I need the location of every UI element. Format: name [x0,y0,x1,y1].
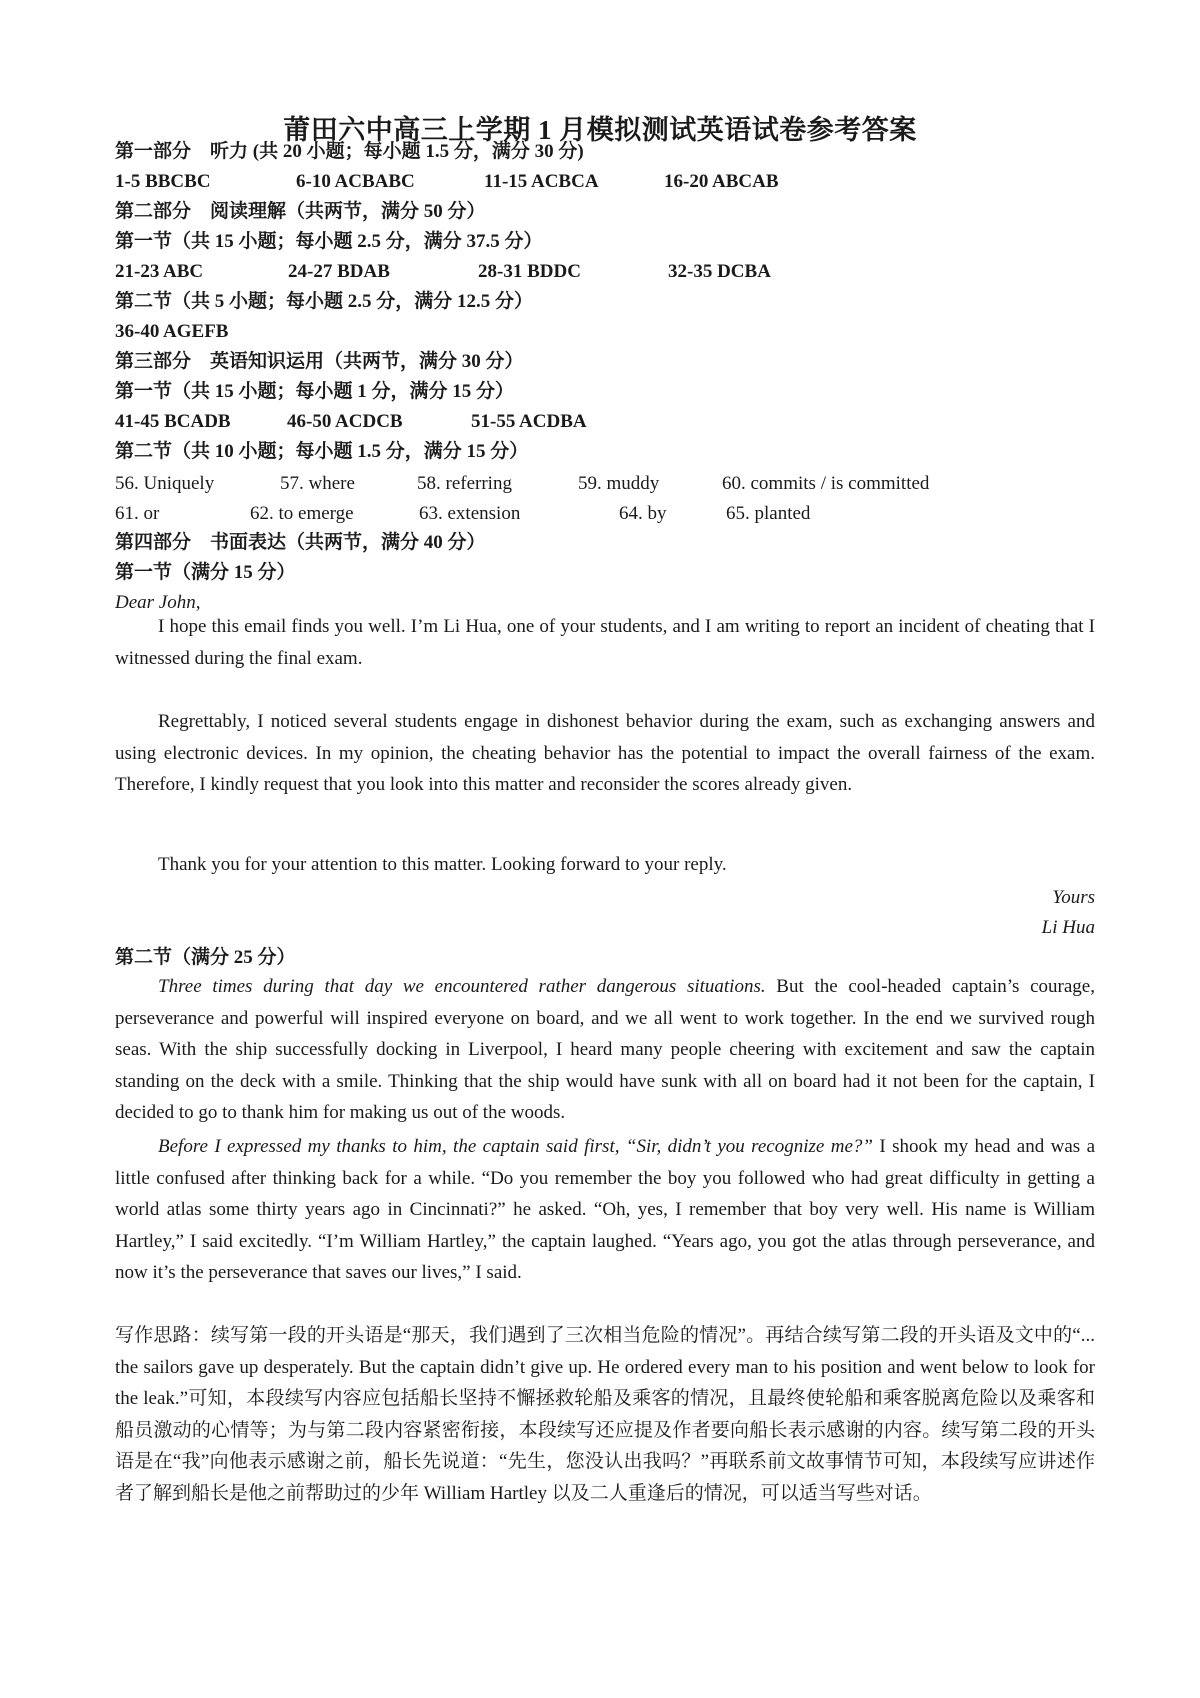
grammar-answer: 56. Uniquely [115,473,215,494]
part3-section1-heading: 第一节（共 15 小题；每小题 1 分，满分 15 分） [115,381,515,402]
answer-group: 28-31 BDDC [478,261,581,282]
answer-group: 36-40 AGEFB [115,321,229,342]
grammar-answer: 61. or [115,503,160,524]
grammar-answer: 60. commits / is committed [722,473,930,494]
part4-section1-heading: 第一节（满分 15 分） [115,562,296,583]
paragraph-opening-sentence: Before I expressed my thanks to him, the captain said first, “Sir, didn’t you recognize me?” [158,1136,873,1157]
page-title: 莆田六中高三上学期 1 月模拟测试英语试卷参考答案 [283,115,917,145]
grammar-answer: 64. by [619,503,667,524]
continuation-paragraph [115,1131,1095,1289]
paragraph-opening-sentence: Three times during that day we encountered rather dangerous situations. [158,976,766,997]
paragraph-body: But the cool-headed captain’s courage, perseverance and powerful will inspired everyone on board, and we all went to work together. In the end we survived rough seas. With the ship successfully docking in Liverpool, I heard many people cheering with excitement and saw the captain standing on the deck with a smile. Thinking that the ship would have sunk with all on board had it not been for the captain, I decided to go to thank him for making us out of the woods. [115,976,1095,1124]
part2-heading: 第二部分 阅读理解（共两节，满分 50 分） [115,201,486,222]
paragraph-body: I shook my head and was a little confused after thinking back for a while. “Do you remember the boy you followed who had great difficulty in getting a world atlas some thirty years ago in Cincinnati?” he asked. “Oh, yes, I remember that boy very well. His name is William Hartley,” I said excitedly. “I’m William Hartley,” the captain laughed. “Years ago, you got the atlas through perseverance, and now it’s the perseverance that saves our lives,” I said. [115,1136,1096,1284]
grammar-answer: 59. muddy [578,473,660,494]
answer-group: 16-20 ABCAB [664,171,779,192]
answer-group: 46-50 ACDCB [287,411,403,432]
answer-group: 41-45 BCADB [115,411,231,432]
letter-paragraph: I hope this email finds you well. I’m Li Hua, one of your students, and I am writing to report an incident of cheating that I witnessed during the final exam. [115,616,1095,669]
continuation-paragraph [115,971,1095,1129]
answer-group: 51-55 ACDBA [471,411,587,432]
answer-group: 24-27 BDAB [288,261,390,282]
grammar-answer: 57. where [280,473,355,494]
grammar-answer: 65. planted [726,503,811,524]
part1-heading: 第一部分 听力 (共 20 小题；每小题 1.5 分，满分 30 分) [115,141,584,162]
part2-section1-heading: 第一节（共 15 小题；每小题 2.5 分，满分 37.5 分） [115,231,543,252]
writing-analysis: 写作思路：续写第一段的开头语是“那天，我们遇到了三次相当危险的情况”。再结合续写第二段的开头语及文中的“... the sailors gave up desperately. But the captain didn’t give up. He ordered every man to his position and went below to look for the leak.”可知，本段续写内容应包括船长坚持不懈拯救轮船及乘客的情况，且最终使轮船和乘客脱离危险以及乘客和船员激动的心情等；为与第二段内容紧密衔接，本段续写还应提及作者要向船长表示感谢的内容。续写第二段的开头语是在“我”向他表示感谢之前，船长先说道：“先生，您没认出我吗？”再联系前文故事情节可知，本段续写应讲述作者了解到船长是他之前帮助过的少年 William Hartley 以及二人重逢后的情况，可以适当写些对话。 [115,1325,1095,1504]
grammar-answer: 58. referring [417,473,512,494]
part4-heading: 第四部分 书面表达（共两节，满分 40 分） [115,532,486,553]
letter-paragraph: Thank you for your attention to this matter. Looking forward to your reply. [158,854,727,875]
answer-group: 11-15 ACBCA [484,171,599,192]
part3-section2-heading: 第二节（共 10 小题；每小题 1.5 分，满分 15 分） [115,441,529,462]
letter-salutation: Dear John, [115,592,201,613]
answer-group: 6-10 ACBABC [296,171,415,192]
grammar-answer: 62. to emerge [250,503,354,524]
letter-closing: Yours [1052,887,1095,908]
grammar-answer: 63. extension [419,503,521,524]
part3-heading: 第三部分 英语知识运用（共两节，满分 30 分） [115,351,524,372]
part4-section2-heading: 第二节（满分 25 分） [115,947,296,968]
part2-section2-heading: 第二节（共 5 小题；每小题 2.5 分，满分 12.5 分） [115,291,534,312]
letter-signature: Li Hua [1041,917,1095,938]
answer-group: 1-5 BBCBC [115,171,211,192]
letter-paragraph: Regrettably, I noticed several students engage in dishonest behavior during the exam, such as exchanging answers and using electronic devices. In my opinion, the cheating behavior has the potential to impact the overall fairness of the exam. Therefore, I kindly request that you look into this matter and reconsider the scores already given. [115,711,1095,796]
answer-group: 32-35 DCBA [668,261,771,282]
answer-group: 21-23 ABC [115,261,204,282]
